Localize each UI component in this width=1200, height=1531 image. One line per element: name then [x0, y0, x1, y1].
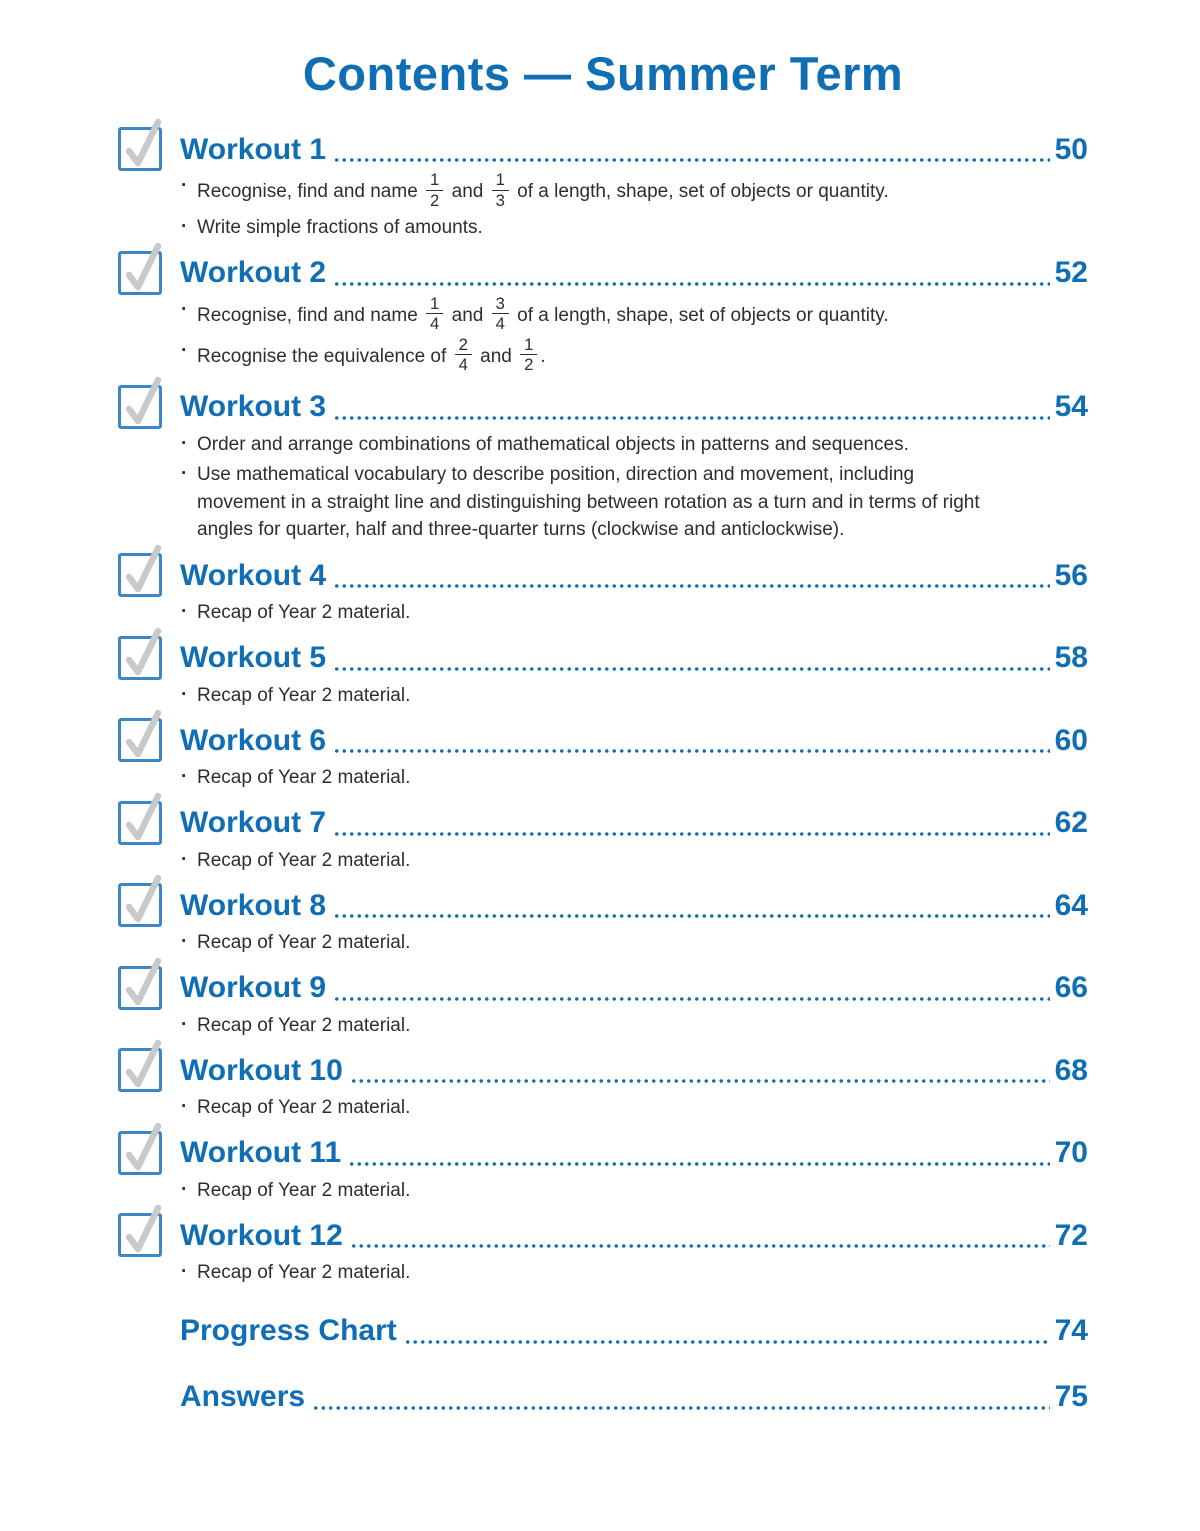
dotted-leader — [348, 1162, 1049, 1166]
toc-entry — [118, 251, 1088, 376]
toc-entry-row — [118, 1309, 1088, 1353]
dotted-leader — [350, 1079, 1050, 1083]
workout-checkbox[interactable] — [118, 553, 162, 597]
dotted-leader — [333, 667, 1050, 671]
toc-entry-page: 56 — [1054, 558, 1088, 592]
checkbox-cell — [118, 385, 180, 429]
toc-entry-row — [118, 127, 1088, 171]
dotted-leader — [333, 584, 1050, 588]
fraction-denominator: 4 — [458, 355, 468, 375]
check-mark-icon — [122, 627, 164, 679]
toc-entry-label[interactable]: Progress Chart — [180, 1314, 397, 1348]
check-mark-icon — [122, 792, 164, 844]
toc-entry-label[interactable]: Workout 5 — [180, 641, 327, 675]
toc-entry-page: 68 — [1054, 1053, 1088, 1087]
dotted-leader — [333, 416, 1050, 420]
toc-entry-page: 60 — [1054, 723, 1088, 757]
toc-entry-label[interactable]: Workout 10 — [180, 1053, 343, 1087]
check-mark-icon — [122, 1204, 164, 1256]
toc-bullet: · Order and arrange combinations of mathematical objects in patterns and sequences. — [180, 431, 980, 459]
toc-bullet: · Recap of Year 2 material. — [180, 599, 980, 627]
toc-bullet: · Recap of Year 2 material. — [180, 764, 980, 792]
checkbox-cell — [118, 251, 180, 295]
toc-entry-row — [118, 1131, 1088, 1175]
toc-entry-row — [118, 385, 1088, 429]
toc-entry-bullets — [180, 170, 980, 242]
fraction-denominator: 4 — [495, 314, 505, 334]
toc-entry-row — [118, 966, 1088, 1010]
toc-bullet: · Use mathematical vocabulary to describe position, direction and movement, including movement in a straight line and distinguishing between rotation as a turn and in terms of right angles for quarter, half and three-quarter turns (clockwise and anticlockwise). — [180, 461, 980, 544]
toc-entry-bullets — [180, 1177, 980, 1205]
toc-entry-label[interactable]: Workout 6 — [180, 723, 327, 757]
toc-bullet: · Recognise the equivalence of $\frac{2}{4}$ and $\frac{1}{2}$ . — [180, 338, 980, 376]
check-mark-icon — [122, 957, 164, 1009]
toc-entry-row — [118, 801, 1088, 845]
dotted-leader — [333, 832, 1050, 836]
workout-checkbox[interactable] — [118, 636, 162, 680]
toc-entry-bullets — [180, 929, 980, 957]
dotted-leader — [350, 1244, 1050, 1248]
checkbox-cell — [118, 636, 180, 680]
checkbox-cell — [118, 553, 180, 597]
check-mark-icon — [122, 376, 164, 428]
toc-entry-label[interactable]: Workout 12 — [180, 1218, 343, 1252]
toc-entry-page: 58 — [1054, 641, 1088, 675]
workout-checkbox[interactable] — [118, 801, 162, 845]
toc-bullet: · Write simple fractions of amounts. — [180, 214, 980, 242]
dotted-leader — [333, 914, 1050, 918]
workout-checkbox[interactable] — [118, 251, 162, 295]
toc-entry-label[interactable]: Workout 2 — [180, 256, 327, 290]
check-mark-icon — [122, 874, 164, 926]
toc-entry — [118, 1131, 1088, 1205]
toc-entry-page: 52 — [1054, 256, 1088, 290]
toc-entry — [118, 1048, 1088, 1122]
check-mark-icon — [122, 709, 164, 761]
toc-entry-page: 64 — [1054, 888, 1088, 922]
workout-checkbox[interactable] — [118, 127, 162, 171]
fraction — [520, 336, 537, 374]
toc-entry — [118, 883, 1088, 957]
checkbox-cell — [118, 883, 180, 927]
workout-checkbox[interactable] — [118, 1213, 162, 1257]
workout-checkbox[interactable] — [118, 966, 162, 1010]
checkbox-cell — [118, 1213, 180, 1257]
toc-entry-row — [118, 636, 1088, 680]
toc-entry — [118, 1213, 1088, 1287]
toc-entry — [118, 385, 1088, 544]
toc-bullet: · Recap of Year 2 material. — [180, 847, 980, 875]
toc-entry-page: 74 — [1054, 1314, 1088, 1348]
checkbox-cell — [118, 1131, 180, 1175]
toc-entry-page: 70 — [1054, 1136, 1088, 1170]
checkbox-cell — [118, 127, 180, 171]
dotted-leader — [404, 1340, 1050, 1344]
workout-checkbox[interactable] — [118, 1131, 162, 1175]
toc-entry-bullets — [180, 682, 980, 710]
toc-entry-row — [118, 553, 1088, 597]
toc-entry-label[interactable]: Workout 4 — [180, 558, 327, 592]
toc-entry-row — [118, 251, 1088, 295]
toc-entry-bullets — [180, 764, 980, 792]
toc-entry — [118, 1375, 1088, 1419]
dotted-leader — [333, 282, 1050, 286]
fraction-numerator: 1 — [520, 336, 537, 356]
toc-entry — [118, 966, 1088, 1040]
toc-entry-label[interactable]: Workout 3 — [180, 390, 327, 424]
fraction-denominator: 2 — [524, 355, 534, 375]
dotted-leader — [333, 158, 1050, 162]
toc-entry-row — [118, 1213, 1088, 1257]
toc-list — [118, 127, 1088, 1419]
toc-bullet: · Recap of Year 2 material. — [180, 1094, 980, 1122]
toc-entry-label[interactable]: Workout 9 — [180, 971, 327, 1005]
check-mark-icon — [122, 1122, 164, 1174]
fraction-denominator: 4 — [430, 314, 440, 334]
fraction — [492, 171, 509, 209]
checkbox-cell — [118, 718, 180, 762]
toc-entry-label[interactable]: Workout 8 — [180, 888, 327, 922]
fraction — [426, 295, 443, 333]
toc-entry-page: 72 — [1054, 1218, 1088, 1252]
toc-entry-label[interactable]: Workout 1 — [180, 132, 327, 166]
fraction-numerator: 1 — [426, 171, 443, 191]
dotted-leader — [333, 997, 1050, 1001]
fraction-numerator: 2 — [455, 336, 472, 356]
toc-entry-bullets — [180, 847, 980, 875]
fraction — [455, 336, 472, 374]
check-mark-icon — [122, 242, 164, 294]
checkbox-cell — [118, 1048, 180, 1092]
toc-entry-label[interactable]: Workout 11 — [180, 1136, 342, 1170]
checkbox-cell — [118, 966, 180, 1010]
toc-entry-bullets — [180, 599, 980, 627]
dotted-leader — [312, 1406, 1050, 1410]
fraction-denominator: 3 — [495, 190, 505, 210]
workout-checkbox[interactable] — [118, 385, 162, 429]
fraction-numerator: 1 — [492, 171, 509, 191]
fraction — [426, 171, 443, 209]
toc-entry-row — [118, 1048, 1088, 1092]
check-mark-icon — [122, 118, 164, 170]
page-title: Contents — Summer Term — [302, 47, 904, 100]
toc-bullet: · Recap of Year 2 material. — [180, 1012, 980, 1040]
toc-entry — [118, 553, 1088, 627]
fraction-numerator: 3 — [492, 295, 509, 315]
toc-entry — [118, 1309, 1088, 1353]
workout-checkbox[interactable] — [118, 718, 162, 762]
toc-entry-row — [118, 883, 1088, 927]
toc-entry-bullets — [180, 431, 980, 544]
toc-entry-label[interactable]: Workout 7 — [180, 806, 327, 840]
toc-entry — [118, 718, 1088, 792]
toc-entry-page: 50 — [1054, 132, 1088, 166]
toc-bullet: · Recognise, find and name $\frac{1}{2}$ and $\frac{1}{3}$ of a length, shape, set of objects or quantity. — [180, 173, 980, 211]
toc-entry-bullets — [180, 1094, 980, 1122]
toc-entry-bullets — [180, 1259, 980, 1287]
toc-entry — [118, 801, 1088, 875]
toc-bullet: · Recap of Year 2 material. — [180, 1259, 980, 1287]
check-mark-icon — [122, 1039, 164, 1091]
fraction-numerator: 1 — [426, 295, 443, 315]
toc-bullet: · Recap of Year 2 material. — [180, 929, 980, 957]
toc-entry — [118, 636, 1088, 710]
checkbox-cell — [118, 801, 180, 845]
toc-bullet: · Recap of Year 2 material. — [180, 682, 980, 710]
toc-entry-page: 66 — [1054, 971, 1088, 1005]
workout-checkbox[interactable] — [118, 1048, 162, 1092]
toc-entry — [118, 127, 1088, 242]
toc-entry-bullets — [180, 293, 980, 376]
toc-bullet: · Recognise, find and name $\frac{1}{4}$ and $\frac{3}{4}$ of a length, shape, set of objects or quantity. — [180, 297, 980, 335]
dotted-leader — [333, 749, 1050, 753]
toc-entry-page: 54 — [1054, 390, 1088, 424]
toc-entry-label[interactable]: Answers — [180, 1380, 306, 1414]
toc-entry-row — [118, 718, 1088, 762]
check-mark-icon — [122, 544, 164, 596]
fraction-denominator: 2 — [430, 190, 440, 210]
toc-entry-row — [118, 1375, 1088, 1419]
workout-checkbox[interactable] — [118, 883, 162, 927]
toc-entry-page: 75 — [1054, 1380, 1088, 1414]
toc-entry-bullets — [180, 1012, 980, 1040]
fraction — [492, 295, 509, 333]
toc-bullet: · Recap of Year 2 material. — [180, 1177, 980, 1205]
toc-entry-page: 62 — [1054, 806, 1088, 840]
